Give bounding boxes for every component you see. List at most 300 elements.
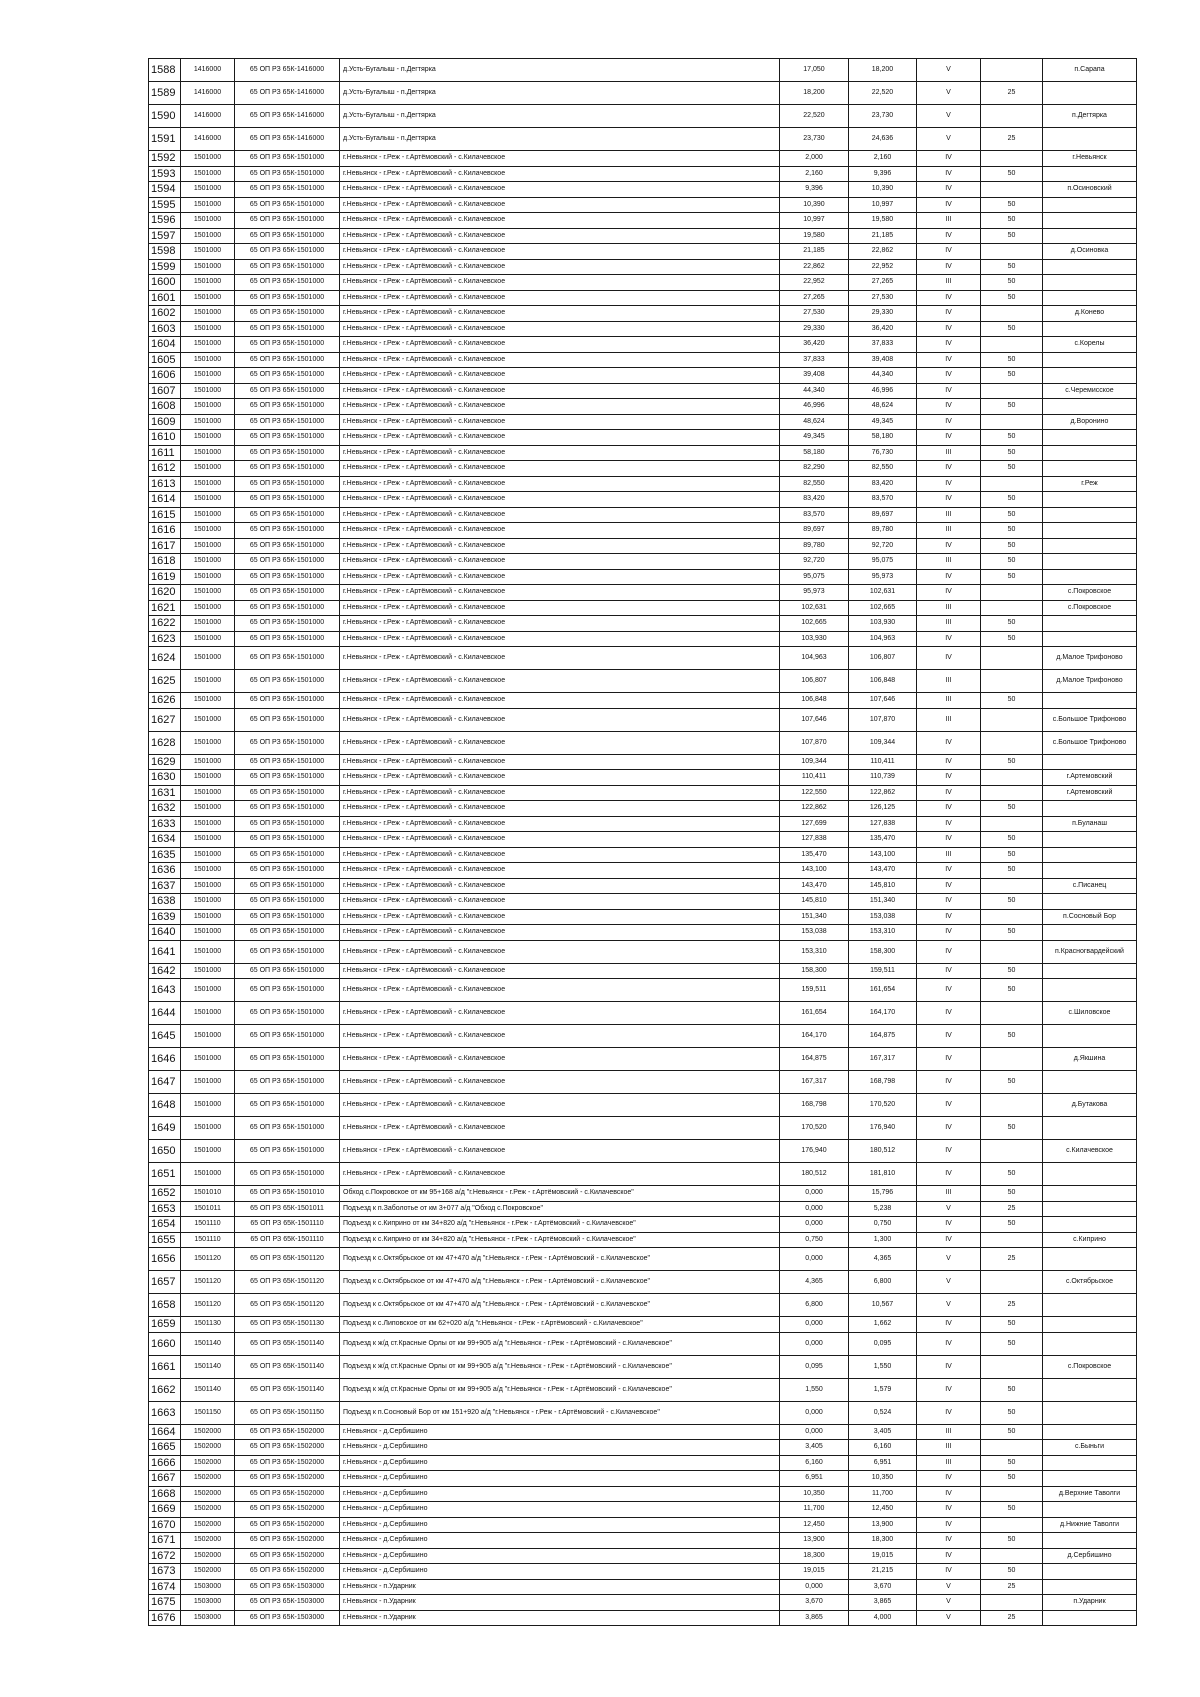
category-cell: III <box>917 213 981 229</box>
road-id-cell: 1501000 <box>181 1071 235 1094</box>
row-number-cell: 1595 <box>149 197 181 213</box>
road-id-cell: 1501000 <box>181 1094 235 1117</box>
km-end-cell: 27,265 <box>849 275 917 291</box>
category-cell: V <box>917 1248 981 1271</box>
road-id-cell: 1501000 <box>181 275 235 291</box>
road-code-cell: 65 ОП РЗ 65К-1501011 <box>235 1201 340 1217</box>
settlement-cell: д.Нижние Таволги <box>1043 1517 1137 1533</box>
speed-limit-cell <box>981 1094 1043 1117</box>
table-body <box>149 59 1137 1626</box>
road-code-cell: 65 ОП РЗ 65К-1501000 <box>235 693 340 709</box>
settlement-cell: г.Артемовский <box>1043 770 1137 786</box>
road-id-cell: 1501120 <box>181 1294 235 1317</box>
road-code-cell: 65 ОП РЗ 65К-1501120 <box>235 1294 340 1317</box>
category-cell: V <box>917 1201 981 1217</box>
table-row <box>149 1424 1137 1440</box>
road-code-cell: 65 ОП РЗ 65К-1502000 <box>235 1440 340 1456</box>
road-code-cell: 65 ОП РЗ 65К-1501000 <box>235 507 340 523</box>
road-name-cell: Подъезд к с.Киприно от км 34+820 а/д "г.Невьянск - г.Реж - г.Артёмовский - с.Килачевское" <box>340 1217 780 1233</box>
km-end-cell: 1,300 <box>849 1232 917 1248</box>
row-number-cell: 1642 <box>149 963 181 979</box>
road-id-cell: 1501140 <box>181 1378 235 1401</box>
km-start-cell: 95,075 <box>780 569 849 585</box>
category-cell: IV <box>917 1533 981 1549</box>
road-code-cell: 65 ОП РЗ 65К-1501000 <box>235 368 340 384</box>
road-id-cell: 1502000 <box>181 1486 235 1502</box>
row-number-cell: 1638 <box>149 894 181 910</box>
settlement-cell <box>1043 166 1137 182</box>
row-number-cell: 1621 <box>149 600 181 616</box>
category-cell: IV <box>917 1232 981 1248</box>
km-start-cell: 164,875 <box>780 1048 849 1071</box>
speed-limit-cell: 50 <box>981 1163 1043 1186</box>
km-end-cell: 1,550 <box>849 1355 917 1378</box>
row-number-cell: 1589 <box>149 82 181 105</box>
km-start-cell: 164,170 <box>780 1025 849 1048</box>
speed-limit-cell <box>981 1232 1043 1248</box>
km-start-cell: 159,511 <box>780 979 849 1002</box>
category-cell: IV <box>917 352 981 368</box>
road-id-cell: 1501000 <box>181 785 235 801</box>
road-id-cell: 1501000 <box>181 507 235 523</box>
km-start-cell: 109,344 <box>780 754 849 770</box>
road-name-cell: г.Невьянск - г.Реж - г.Артёмовский - с.Килачевское <box>340 538 780 554</box>
table-row <box>149 1186 1137 1202</box>
table-row <box>149 197 1137 213</box>
km-start-cell: 106,807 <box>780 670 849 693</box>
row-number-cell: 1617 <box>149 538 181 554</box>
speed-limit-cell: 50 <box>981 1217 1043 1233</box>
table-row <box>149 693 1137 709</box>
category-cell: V <box>917 59 981 82</box>
road-id-cell: 1501000 <box>181 461 235 477</box>
speed-limit-cell <box>981 785 1043 801</box>
road-name-cell: г.Невьянск - г.Реж - г.Артёмовский - с.Килачевское <box>340 1140 780 1163</box>
row-number-cell: 1628 <box>149 731 181 754</box>
km-end-cell: 13,900 <box>849 1517 917 1533</box>
road-id-cell: 1502000 <box>181 1440 235 1456</box>
speed-limit-cell: 50 <box>981 461 1043 477</box>
road-id-cell: 1501000 <box>181 1117 235 1140</box>
road-name-cell: г.Невьянск - д.Сербишино <box>340 1455 780 1471</box>
speed-limit-cell <box>981 708 1043 731</box>
km-end-cell: 107,870 <box>849 708 917 731</box>
category-cell: IV <box>917 1140 981 1163</box>
category-cell: IV <box>917 197 981 213</box>
row-number-cell: 1669 <box>149 1502 181 1518</box>
road-code-cell: 65 ОП РЗ 65К-1501000 <box>235 647 340 670</box>
table-row <box>149 909 1137 925</box>
km-end-cell: 39,408 <box>849 352 917 368</box>
settlement-cell <box>1043 352 1137 368</box>
road-id-cell: 1501000 <box>181 445 235 461</box>
road-code-cell: 65 ОП РЗ 65К-1501000 <box>235 182 340 198</box>
row-number-cell: 1591 <box>149 128 181 151</box>
row-number-cell: 1622 <box>149 616 181 632</box>
road-id-cell: 1501000 <box>181 538 235 554</box>
category-cell: IV <box>917 979 981 1002</box>
road-id-cell: 1502000 <box>181 1533 235 1549</box>
row-number-cell: 1606 <box>149 368 181 384</box>
row-number-cell: 1645 <box>149 1025 181 1048</box>
settlement-cell: д.Конево <box>1043 306 1137 322</box>
row-number-cell: 1607 <box>149 383 181 399</box>
road-name-cell: г.Невьянск - г.Реж - г.Артёмовский - с.Килачевское <box>340 414 780 430</box>
road-id-cell: 1502000 <box>181 1502 235 1518</box>
table-row <box>149 785 1137 801</box>
road-id-cell: 1501000 <box>181 708 235 731</box>
road-code-cell: 65 ОП РЗ 65К-1501000 <box>235 770 340 786</box>
settlement-cell <box>1043 1248 1137 1271</box>
table-row <box>149 847 1137 863</box>
row-number-cell: 1629 <box>149 754 181 770</box>
settlement-cell <box>1043 979 1137 1002</box>
category-cell: IV <box>917 1564 981 1580</box>
settlement-cell <box>1043 259 1137 275</box>
km-start-cell: 103,930 <box>780 631 849 647</box>
settlement-cell: с.Покровское <box>1043 585 1137 601</box>
km-start-cell: 107,870 <box>780 731 849 754</box>
speed-limit-cell <box>981 105 1043 128</box>
road-id-cell: 1501000 <box>181 600 235 616</box>
category-cell: IV <box>917 585 981 601</box>
table-row <box>149 1440 1137 1456</box>
road-name-cell: г.Невьянск - г.Реж - г.Артёмовский - с.Килачевское <box>340 182 780 198</box>
road-name-cell: г.Невьянск - г.Реж - г.Артёмовский - с.Килачевское <box>340 166 780 182</box>
category-cell: IV <box>917 1048 981 1071</box>
table-row <box>149 1579 1137 1595</box>
road-code-cell: 65 ОП РЗ 65К-1502000 <box>235 1517 340 1533</box>
road-name-cell: г.Невьянск - г.Реж - г.Артёмовский - с.Килачевское <box>340 476 780 492</box>
speed-limit-cell <box>981 585 1043 601</box>
km-start-cell: 0,000 <box>780 1401 849 1424</box>
road-code-cell: 65 ОП РЗ 65К-1501000 <box>235 832 340 848</box>
road-id-cell: 1501000 <box>181 647 235 670</box>
category-cell: IV <box>917 1317 981 1333</box>
row-number-cell: 1630 <box>149 770 181 786</box>
settlement-cell <box>1043 832 1137 848</box>
category-cell: IV <box>917 754 981 770</box>
speed-limit-cell: 50 <box>981 801 1043 817</box>
category-cell: IV <box>917 1502 981 1518</box>
road-id-cell: 1502000 <box>181 1471 235 1487</box>
km-end-cell: 6,160 <box>849 1440 917 1456</box>
table-row <box>149 1248 1137 1271</box>
speed-limit-cell: 50 <box>981 368 1043 384</box>
category-cell: IV <box>917 863 981 879</box>
table-row <box>149 1317 1137 1333</box>
road-id-cell: 1501000 <box>181 337 235 353</box>
speed-limit-cell <box>981 337 1043 353</box>
table-row <box>149 1610 1137 1626</box>
km-start-cell: 39,408 <box>780 368 849 384</box>
table-row <box>149 1271 1137 1294</box>
speed-limit-cell: 50 <box>981 445 1043 461</box>
category-cell: III <box>917 275 981 291</box>
category-cell: IV <box>917 816 981 832</box>
road-id-cell: 1501000 <box>181 832 235 848</box>
km-end-cell: 21,215 <box>849 1564 917 1580</box>
settlement-cell <box>1043 1217 1137 1233</box>
km-start-cell: 102,631 <box>780 600 849 616</box>
category-cell: IV <box>917 1378 981 1401</box>
speed-limit-cell: 50 <box>981 1533 1043 1549</box>
km-end-cell: 107,646 <box>849 693 917 709</box>
settlement-cell <box>1043 197 1137 213</box>
km-start-cell: 143,100 <box>780 863 849 879</box>
category-cell: IV <box>917 647 981 670</box>
km-end-cell: 37,833 <box>849 337 917 353</box>
road-name-cell: Подъезд к ж/д ст.Красные Орлы от км 99+905 а/д "г.Невьянск - г.Реж - г.Артёмовский - с.Килачевское" <box>340 1332 780 1355</box>
speed-limit-cell <box>981 816 1043 832</box>
row-number-cell: 1659 <box>149 1317 181 1333</box>
km-end-cell: 89,780 <box>849 523 917 539</box>
km-start-cell: 18,300 <box>780 1548 849 1564</box>
table-row <box>149 1486 1137 1502</box>
road-code-cell: 65 ОП РЗ 65К-1501000 <box>235 197 340 213</box>
settlement-cell <box>1043 631 1137 647</box>
km-start-cell: 0,000 <box>780 1201 849 1217</box>
table-row <box>149 1517 1137 1533</box>
category-cell: IV <box>917 151 981 167</box>
table-row <box>149 275 1137 291</box>
km-end-cell: 10,567 <box>849 1294 917 1317</box>
road-name-cell: г.Невьянск - г.Реж - г.Артёмовский - с.Килачевское <box>340 290 780 306</box>
speed-limit-cell: 50 <box>981 538 1043 554</box>
road-name-cell: Подъезд к с.Октябрьское от км 47+470 а/д "г.Невьянск - г.Реж - г.Артёмовский - с.Килачевское" <box>340 1294 780 1317</box>
settlement-cell <box>1043 1533 1137 1549</box>
row-number-cell: 1592 <box>149 151 181 167</box>
speed-limit-cell <box>981 244 1043 260</box>
settlement-cell <box>1043 128 1137 151</box>
category-cell: IV <box>917 1355 981 1378</box>
category-cell: IV <box>917 1002 981 1025</box>
road-code-cell: 65 ОП РЗ 65К-1501000 <box>235 963 340 979</box>
speed-limit-cell: 50 <box>981 925 1043 941</box>
row-number-cell: 1674 <box>149 1579 181 1595</box>
road-id-cell: 1501000 <box>181 213 235 229</box>
km-start-cell: 4,365 <box>780 1271 849 1294</box>
road-code-cell: 65 ОП РЗ 65К-1416000 <box>235 128 340 151</box>
km-end-cell: 24,636 <box>849 128 917 151</box>
road-name-cell: г.Невьянск - г.Реж - г.Артёмовский - с.Килачевское <box>340 352 780 368</box>
road-name-cell: г.Невьянск - г.Реж - г.Артёмовский - с.Килачевское <box>340 259 780 275</box>
road-id-cell: 1501000 <box>181 492 235 508</box>
table-row <box>149 166 1137 182</box>
road-name-cell: г.Невьянск - г.Реж - г.Артёмовский - с.Килачевское <box>340 863 780 879</box>
road-code-cell: 65 ОП РЗ 65К-1501000 <box>235 670 340 693</box>
km-end-cell: 102,665 <box>849 600 917 616</box>
speed-limit-cell: 50 <box>981 863 1043 879</box>
km-start-cell: 102,665 <box>780 616 849 632</box>
settlement-cell: д.Малое Трифоново <box>1043 670 1137 693</box>
km-start-cell: 11,700 <box>780 1502 849 1518</box>
km-end-cell: 29,330 <box>849 306 917 322</box>
settlement-cell: с.Большое Трифоново <box>1043 731 1137 754</box>
table-row <box>149 337 1137 353</box>
speed-limit-cell: 50 <box>981 430 1043 446</box>
row-number-cell: 1613 <box>149 476 181 492</box>
road-id-cell: 1501000 <box>181 1048 235 1071</box>
row-number-cell: 1673 <box>149 1564 181 1580</box>
settlement-cell <box>1043 290 1137 306</box>
km-end-cell: 161,654 <box>849 979 917 1002</box>
km-end-cell: 83,420 <box>849 476 917 492</box>
road-code-cell: 65 ОП РЗ 65К-1502000 <box>235 1471 340 1487</box>
table-row <box>149 1564 1137 1580</box>
table-row <box>149 182 1137 198</box>
road-code-cell: 65 ОП РЗ 65К-1501120 <box>235 1248 340 1271</box>
row-number-cell: 1625 <box>149 670 181 693</box>
speed-limit-cell <box>981 306 1043 322</box>
row-number-cell: 1597 <box>149 228 181 244</box>
km-end-cell: 110,411 <box>849 754 917 770</box>
km-end-cell: 3,405 <box>849 1424 917 1440</box>
speed-limit-cell <box>981 1355 1043 1378</box>
road-code-cell: 65 ОП РЗ 65К-1501000 <box>235 321 340 337</box>
road-code-cell: 65 ОП РЗ 65К-1501000 <box>235 816 340 832</box>
road-id-cell: 1503000 <box>181 1579 235 1595</box>
road-id-cell: 1501000 <box>181 585 235 601</box>
settlement-cell <box>1043 492 1137 508</box>
speed-limit-cell: 50 <box>981 1424 1043 1440</box>
category-cell: IV <box>917 290 981 306</box>
km-end-cell: 18,200 <box>849 59 917 82</box>
row-number-cell: 1671 <box>149 1533 181 1549</box>
speed-limit-cell <box>981 383 1043 399</box>
km-start-cell: 22,520 <box>780 105 849 128</box>
speed-limit-cell: 50 <box>981 1186 1043 1202</box>
road-name-cell: г.Невьянск - г.Реж - г.Артёмовский - с.Килачевское <box>340 569 780 585</box>
category-cell: IV <box>917 963 981 979</box>
km-end-cell: 102,631 <box>849 585 917 601</box>
category-cell: IV <box>917 1071 981 1094</box>
km-end-cell: 153,038 <box>849 909 917 925</box>
road-id-cell: 1501000 <box>181 151 235 167</box>
category-cell: V <box>917 1595 981 1611</box>
km-end-cell: 3,670 <box>849 1579 917 1595</box>
km-end-cell: 4,000 <box>849 1610 917 1626</box>
category-cell: IV <box>917 1025 981 1048</box>
table-row <box>149 647 1137 670</box>
km-start-cell: 13,900 <box>780 1533 849 1549</box>
table-row <box>149 82 1137 105</box>
road-name-cell: г.Невьянск - г.Реж - г.Артёмовский - с.Килачевское <box>340 631 780 647</box>
table-row <box>149 600 1137 616</box>
km-start-cell: 46,996 <box>780 399 849 415</box>
row-number-cell: 1615 <box>149 507 181 523</box>
table-row <box>149 1117 1137 1140</box>
road-code-cell: 65 ОП РЗ 65К-1503000 <box>235 1595 340 1611</box>
speed-limit-cell: 25 <box>981 1610 1043 1626</box>
km-start-cell: 37,833 <box>780 352 849 368</box>
table-row <box>149 963 1137 979</box>
table-row <box>149 708 1137 731</box>
road-name-cell: Обход с.Покровское от км 95+168 а/д "г.Невьянск - г.Реж - г.Артёмовский - с.Килачевское" <box>340 1186 780 1202</box>
table-row <box>149 863 1137 879</box>
row-number-cell: 1624 <box>149 647 181 670</box>
road-code-cell: 65 ОП РЗ 65К-1501000 <box>235 290 340 306</box>
category-cell: IV <box>917 492 981 508</box>
speed-limit-cell <box>981 878 1043 894</box>
category-cell: IV <box>917 1094 981 1117</box>
speed-limit-cell <box>981 1440 1043 1456</box>
road-id-cell: 1501000 <box>181 940 235 963</box>
road-name-cell: г.Невьянск - г.Реж - г.Артёмовский - с.Килачевское <box>340 801 780 817</box>
road-code-cell: 65 ОП РЗ 65К-1501000 <box>235 1002 340 1025</box>
km-end-cell: 18,300 <box>849 1533 917 1549</box>
road-name-cell: г.Невьянск - г.Реж - г.Артёмовский - с.Килачевское <box>340 708 780 731</box>
table-row <box>149 59 1137 82</box>
settlement-cell <box>1043 1025 1137 1048</box>
row-number-cell: 1675 <box>149 1595 181 1611</box>
road-code-cell: 65 ОП РЗ 65К-1502000 <box>235 1424 340 1440</box>
speed-limit-cell: 50 <box>981 1317 1043 1333</box>
row-number-cell: 1602 <box>149 306 181 322</box>
settlement-cell: с.Писанец <box>1043 878 1137 894</box>
settlement-cell: п.Ударник <box>1043 1595 1137 1611</box>
road-name-cell: г.Невьянск - д.Сербишино <box>340 1486 780 1502</box>
road-code-cell: 65 ОП РЗ 65К-1501000 <box>235 785 340 801</box>
category-cell: IV <box>917 801 981 817</box>
settlement-cell: с.Шиловское <box>1043 1002 1137 1025</box>
row-number-cell: 1641 <box>149 940 181 963</box>
road-code-cell: 65 ОП РЗ 65К-1501000 <box>235 569 340 585</box>
settlement-cell <box>1043 1317 1137 1333</box>
table-row <box>149 670 1137 693</box>
road-code-cell: 65 ОП РЗ 65К-1501000 <box>235 925 340 941</box>
table-row <box>149 445 1137 461</box>
road-name-cell: д.Усть-Бугалыш - п.Дегтярка <box>340 59 780 82</box>
category-cell: IV <box>917 1163 981 1186</box>
road-id-cell: 1501000 <box>181 290 235 306</box>
km-start-cell: 158,300 <box>780 963 849 979</box>
km-start-cell: 83,570 <box>780 507 849 523</box>
category-cell: IV <box>917 894 981 910</box>
table-row <box>149 523 1137 539</box>
category-cell: IV <box>917 244 981 260</box>
road-id-cell: 1501110 <box>181 1217 235 1233</box>
km-end-cell: 89,697 <box>849 507 917 523</box>
km-start-cell: 36,420 <box>780 337 849 353</box>
km-start-cell: 2,000 <box>780 151 849 167</box>
km-end-cell: 12,450 <box>849 1502 917 1518</box>
settlement-cell: с.Октябрьское <box>1043 1271 1137 1294</box>
road-name-cell: г.Невьянск - г.Реж - г.Артёмовский - с.Килачевское <box>340 321 780 337</box>
table-row <box>149 1071 1137 1094</box>
category-cell: IV <box>917 1517 981 1533</box>
table-row <box>149 979 1137 1002</box>
settlement-cell <box>1043 523 1137 539</box>
row-number-cell: 1593 <box>149 166 181 182</box>
km-end-cell: 5,238 <box>849 1201 917 1217</box>
row-number-cell: 1612 <box>149 461 181 477</box>
road-code-cell: 65 ОП РЗ 65К-1501000 <box>235 399 340 415</box>
road-code-cell: 65 ОП РЗ 65К-1501000 <box>235 337 340 353</box>
category-cell: IV <box>917 631 981 647</box>
category-cell: IV <box>917 832 981 848</box>
km-start-cell: 122,862 <box>780 801 849 817</box>
table-row <box>149 1201 1137 1217</box>
row-number-cell: 1648 <box>149 1094 181 1117</box>
road-id-cell: 1502000 <box>181 1517 235 1533</box>
table-row <box>149 1002 1137 1025</box>
row-number-cell: 1588 <box>149 59 181 82</box>
row-number-cell: 1665 <box>149 1440 181 1456</box>
speed-limit-cell: 50 <box>981 847 1043 863</box>
road-id-cell: 1501140 <box>181 1355 235 1378</box>
category-cell: IV <box>917 306 981 322</box>
